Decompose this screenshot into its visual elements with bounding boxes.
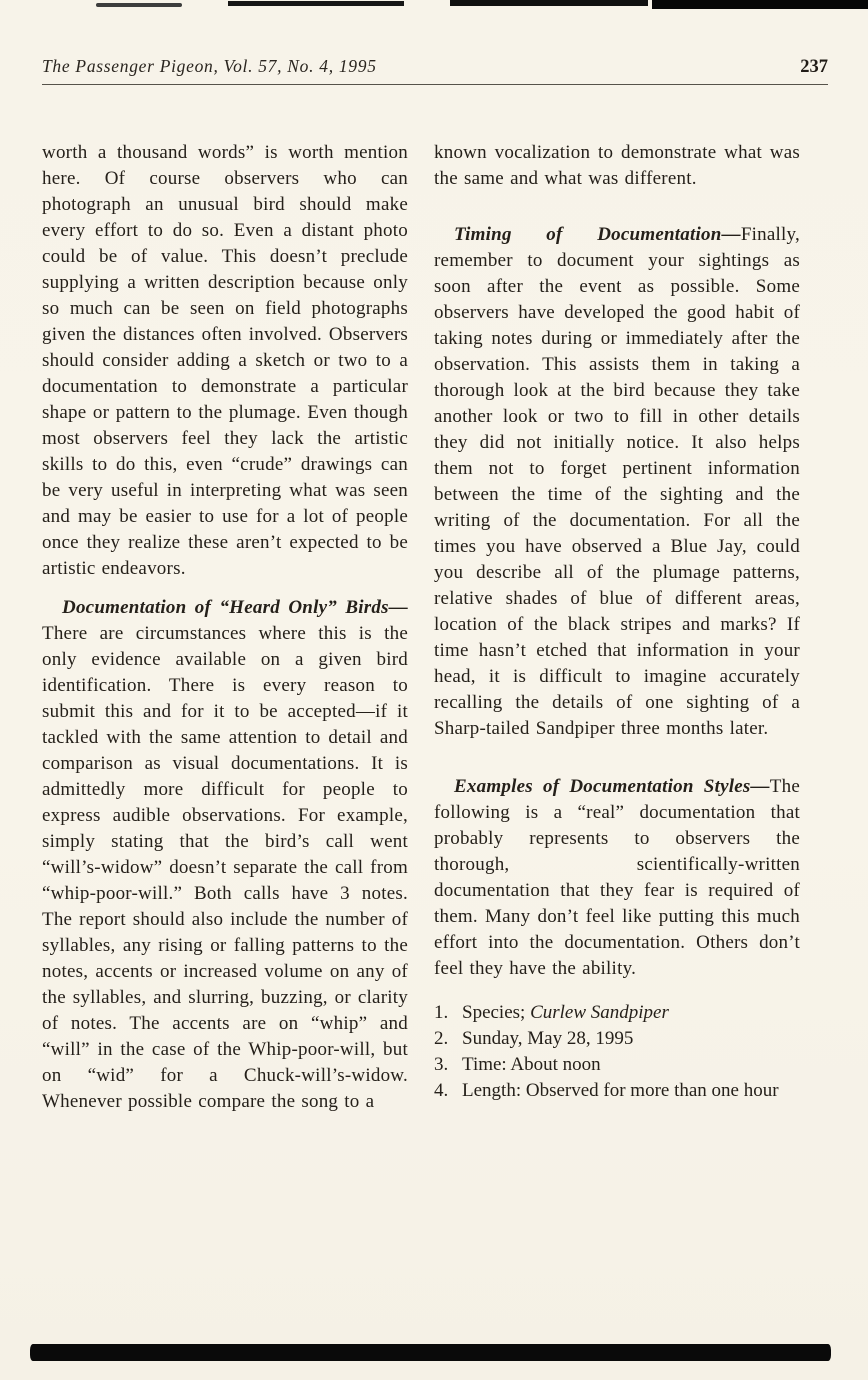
journal-title: The Passenger Pigeon, Vol. 57, No. 4, 1995 <box>42 56 377 76</box>
list-item <box>434 1026 800 1052</box>
paragraph-timing <box>434 222 800 742</box>
list-item <box>434 1000 800 1026</box>
paragraph-heard-only-birds <box>42 595 408 1115</box>
scan-artifact-top-1 <box>96 3 182 7</box>
list-number: 1. <box>434 1002 449 1023</box>
page-number: 237 <box>800 57 828 77</box>
list-text-plain: Species; <box>462 1002 531 1023</box>
list-item <box>434 1078 800 1104</box>
documentation-list <box>434 1000 800 1104</box>
section-heading-heard-only: Documentation of “Heard Only” Birds— <box>62 597 408 618</box>
list-number: 2. <box>434 1028 449 1049</box>
paragraph-text: Finally, remember to document your sightings as soon after the event as possible. Some observers have developed the good habit of taking notes during or immediately after the observation. This assists them in taking a thorough look at the bird because they take another look or two to fill in other details they did not initially notice. It also helps them not to forget pertinent information between the time of the sighting and the writing of the documentation. For all the times you have observed a Blue Jay, could you describe all of the plumage patterns, relative shades of blue of different areas, location of the black stripes and marks? If time hasn’t etched that information in your head, it is difficult to imagine accurately recalling the details of one sighting of a Sharp-tailed Sandpiper three months later. <box>434 224 800 739</box>
scan-artifact-top-3 <box>450 0 648 6</box>
paragraph-examples <box>434 774 800 982</box>
text-columns <box>42 140 800 1115</box>
paragraph-text: The following is a “real” documentation that probably represents to observers the thorough, scientifically-written documentation that they fear is required of them. Many don’t feel like putting this much effort into the documentation. Others don’t feel they have the ability. <box>434 776 800 979</box>
running-head <box>42 56 828 78</box>
section-heading-examples: Examples of Documentation Styles— <box>454 776 770 797</box>
paragraph-photographs: worth a thousand words” is worth mention here. Of course observers who can photograph an unusual bird should make every effort to do so. Even a distant photo could be of value. This doesn’t preclude supplying a written description because only so much can be seen on field photographs given the distances often involved. Observers should consider adding a sketch or two to a documentation to demonstrate a particular shape or pattern to the plumage. Even though most observers feel they lack the artistic skills to do this, even “crude” drawings can be very useful in interpreting what was seen and may be easier to use for a lot of people once they realize these aren’t expected to be artistic endeavors. <box>42 142 408 579</box>
list-number: 4. <box>434 1080 449 1101</box>
section-heading-timing: Timing of Documentation— <box>454 224 741 245</box>
scan-artifact-bottom <box>30 1344 831 1361</box>
list-text: Sunday, May 28, 1995 <box>462 1028 634 1049</box>
left-column <box>42 140 408 1115</box>
paragraph-text: There are circumstances where this is the only evidence available on a given bird identification. There is every reason to submit this and for it to be accepted—if it tackled with the same attention to detail and comparison as visual documentations. It is admittedly more difficult for people to express audible observations. For example, simply stating that the bird’s call went “will’s-widow” doesn’t separate the call from “whip-poor-will.” Both calls have 3 notes. The report should also include the number of syllables, any rising or falling patterns to the notes, accents or increased volume on any of the syllables, and slurring, buzzing, or clarity of notes. The accents are on “whip” and “will” in the case of the Whip-poor-will, but on “wid” for a Chuck-will’s-widow. Whenever possible compare the song to a <box>42 623 408 1112</box>
header-rule <box>42 84 828 85</box>
species-name: Curlew Sandpiper <box>530 1002 669 1023</box>
list-item <box>434 1052 800 1078</box>
list-number: 3. <box>434 1054 449 1075</box>
list-text: Length: Observed for more than one hour <box>462 1080 779 1101</box>
scan-artifact-top-4 <box>652 0 868 9</box>
right-column <box>434 140 800 1115</box>
paragraph-vocalization: known vocalization to demonstrate what was the same and what was different. <box>434 142 800 189</box>
list-text <box>462 1000 800 1026</box>
scan-artifact-top-2 <box>228 1 404 6</box>
list-text: Time: About noon <box>462 1054 601 1075</box>
